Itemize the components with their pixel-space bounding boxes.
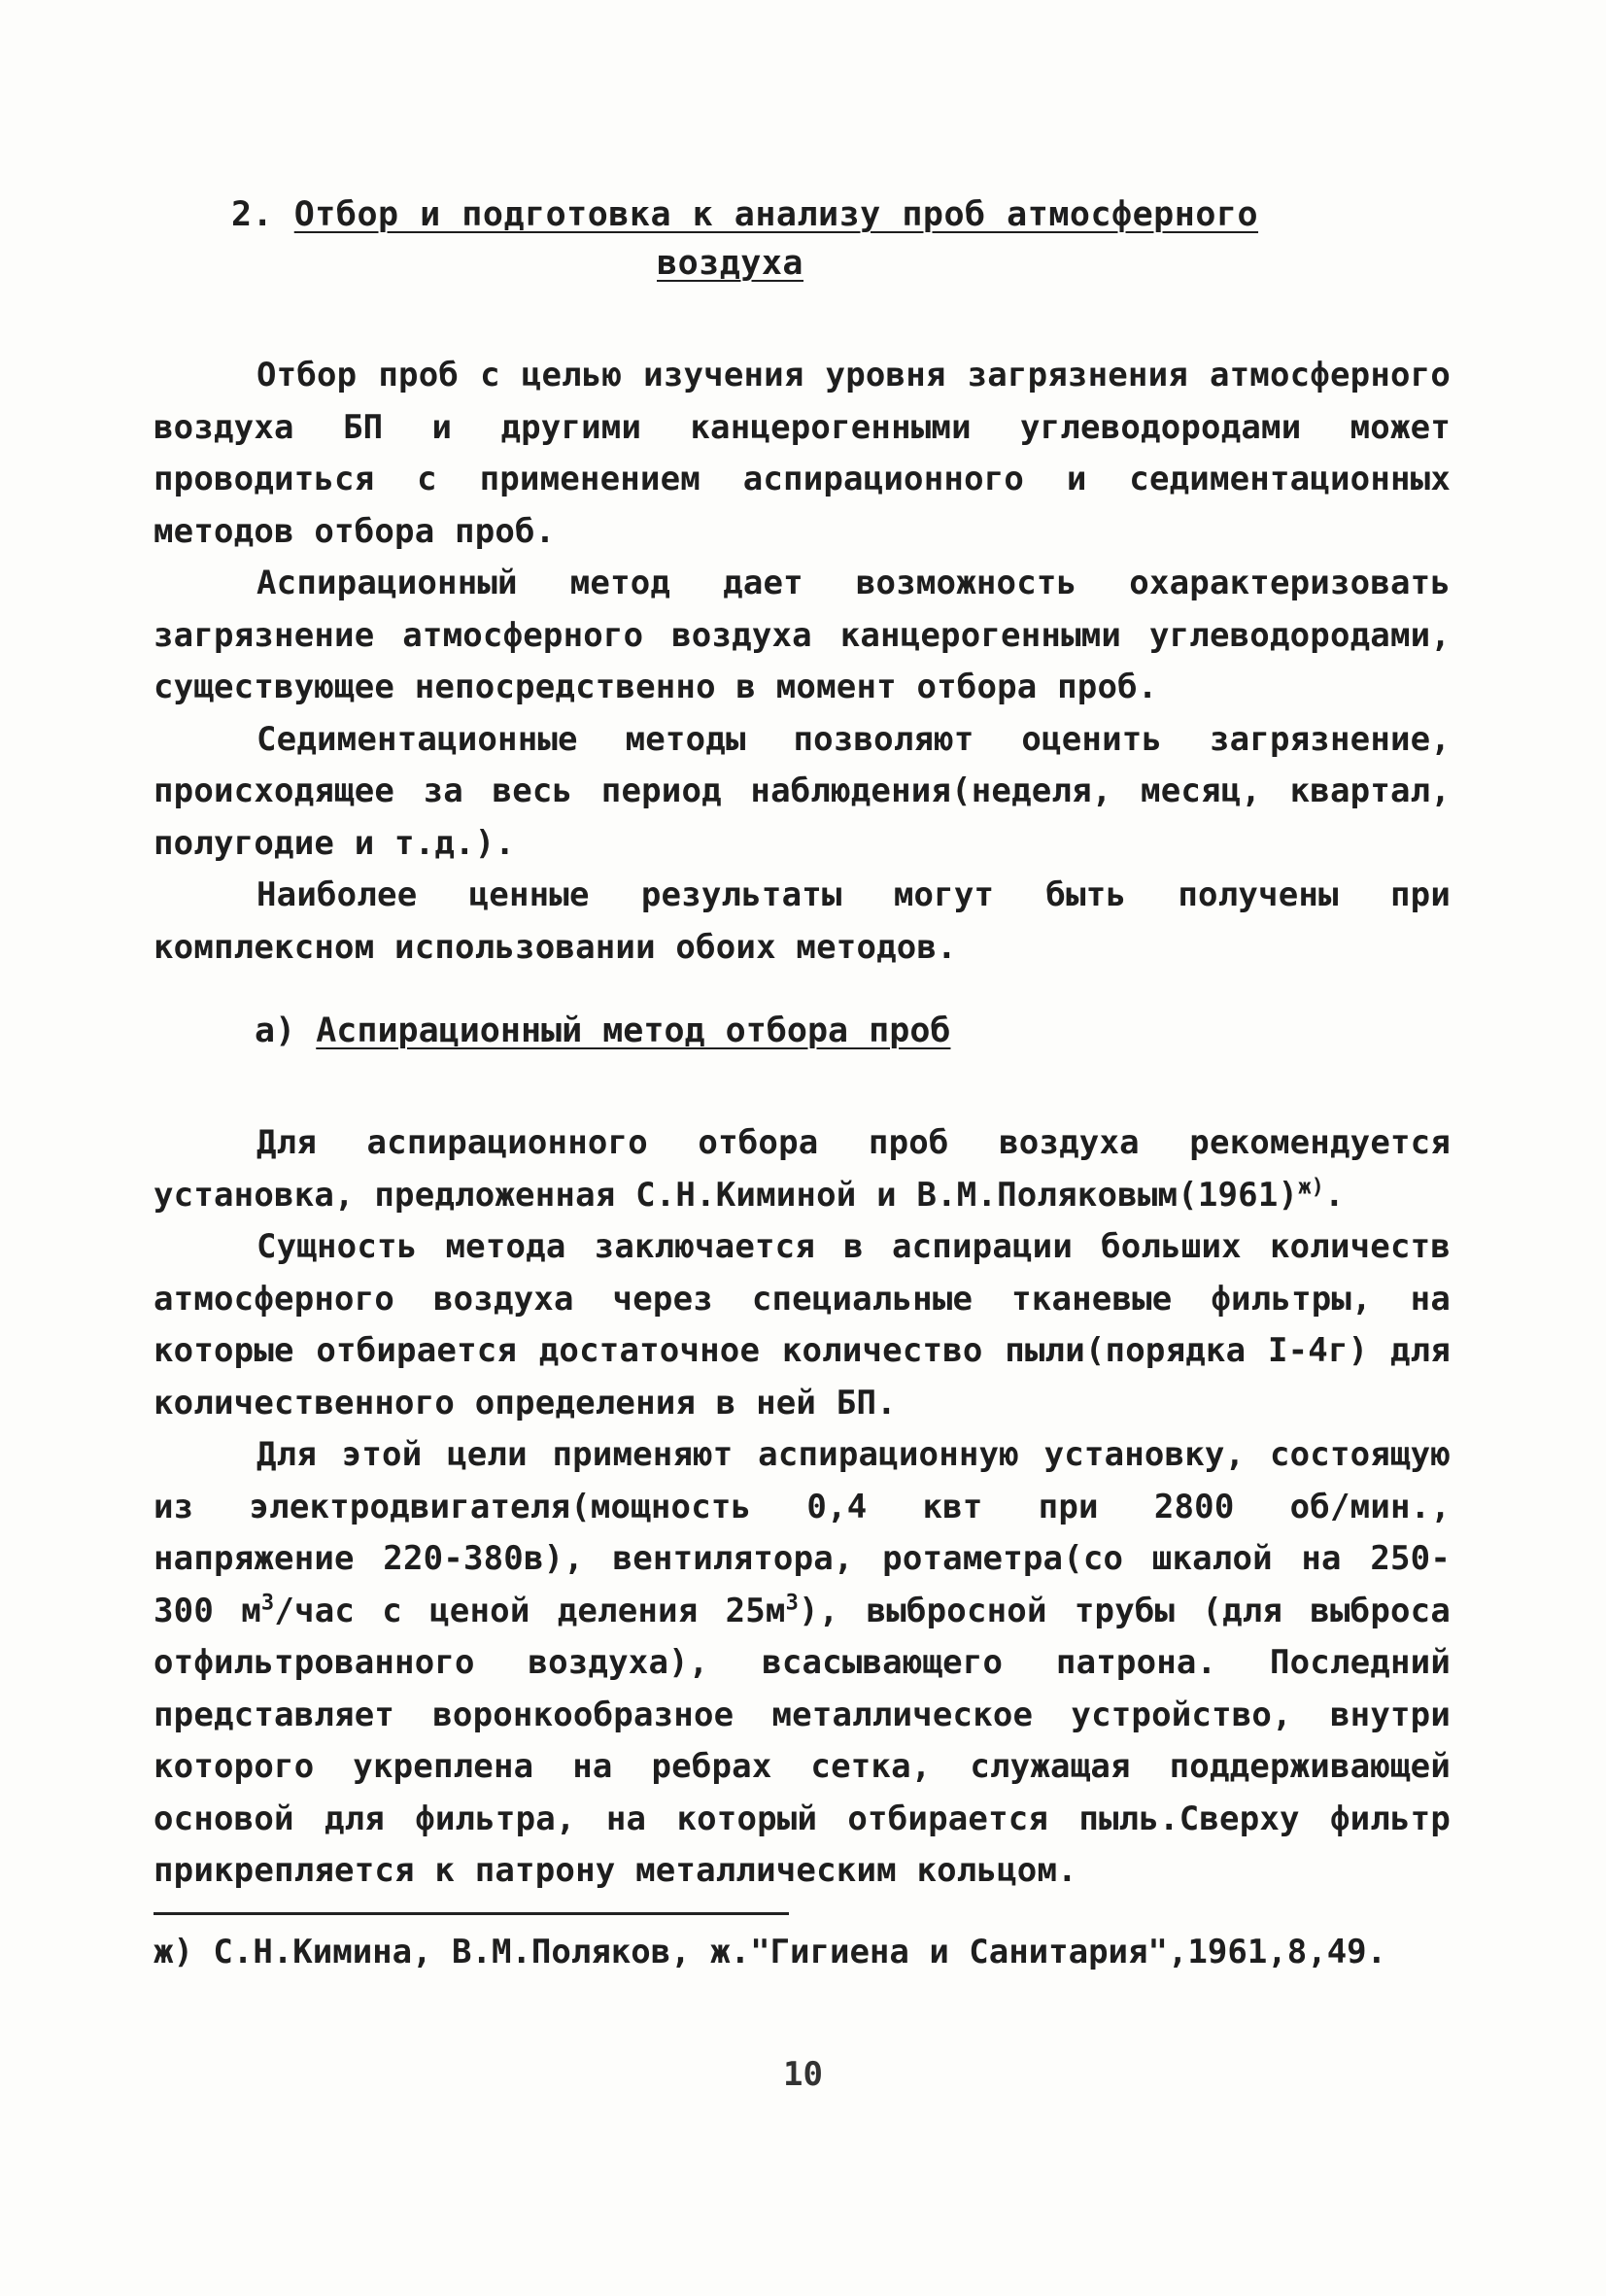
paragraph-7 [154, 1429, 1451, 1898]
footnote-mark: ж) [1298, 1175, 1325, 1200]
method-text [154, 1117, 1451, 1898]
section-title-line2: воздуха [657, 244, 804, 283]
intro-text [154, 350, 1451, 974]
paragraph-5-end: . [1324, 1175, 1345, 1215]
section-title-line1: Отбор и подготовка к анализу проб атмосферного [293, 195, 1259, 234]
footnote: ж) С.Н.Кимина, В.М.Поляков, ж."Гигиена и Санитария",1961,8,49. [154, 1933, 1387, 1971]
superscript-3a: 3 [260, 1591, 275, 1616]
subsection-title: Аспирационный метод отбора проб [316, 1011, 951, 1050]
paragraph-7-part-a: Для этой цели применяют аспирационную установку, состоящую из электродвигателя(мощность 0,4 квт при 2800 об/мин., напряжение 220-380в), вентилятора, ротаметра(со шкалой на 250-300 м [154, 1435, 1451, 1630]
paragraph-7-part-c: ), выбросной трубы (для выброса отфильтрованного воздуха), всасывающего патрона. Последний представляет воронкообразное металлическое устройство, внутри которого укреплена на ребрах сетка, служащая поддерживающей основой для фильтра, на который отбирается пыль.Сверху фильтр прикрепляется к патрону металлическим кольцом. [154, 1591, 1451, 1890]
superscript-3b: 3 [785, 1591, 800, 1616]
footnote-divider [154, 1912, 789, 1915]
paragraph-4: Наиболее ценные результаты могут быть получены при комплексном использовании обоих методов. [154, 875, 1451, 967]
section-number: 2. [231, 195, 274, 234]
paragraph-1: Отбор проб с целью изучения уровня загрязнения атмосферного воздуха БП и другими канцерогенными углеводородами может проводиться с применением аспирационного и седиментационных методов отбора проб. [154, 356, 1451, 551]
section-heading [231, 190, 1349, 288]
subsection-heading [255, 1007, 950, 1055]
paragraph-2: Аспирационный метод дает возможность охарактеризовать загрязнение атмосферного воздуха канцерогенными углеводородами, существующее непосредственно в момент отбора проб. [154, 564, 1451, 706]
subsection-label: а) [255, 1011, 296, 1050]
paragraph-5 [154, 1117, 1451, 1221]
page-number: 10 [783, 2055, 823, 2094]
paragraph-3: Седиментационные методы позволяют оценить загрязнение, происходящее за весь период наблюдения(неделя, месяц, квартал, полугодие и т.д.). [154, 719, 1451, 863]
paragraph-7-part-b: /час с ценой деления 25м [274, 1591, 786, 1630]
paragraph-5-text: Для аспирационного отбора проб воздуха рекомендуется установка, предложенная С.Н.Киминой и В.М.Поляковым(1961) [154, 1123, 1451, 1215]
paragraph-6: Сущность метода заключается в аспирации больших количеств атмосферного воздуха через специальные тканевые фильтры, на которые отбирается достаточное количество пыли(порядка I-4г) для количественного определения в ней БП. [154, 1227, 1451, 1422]
